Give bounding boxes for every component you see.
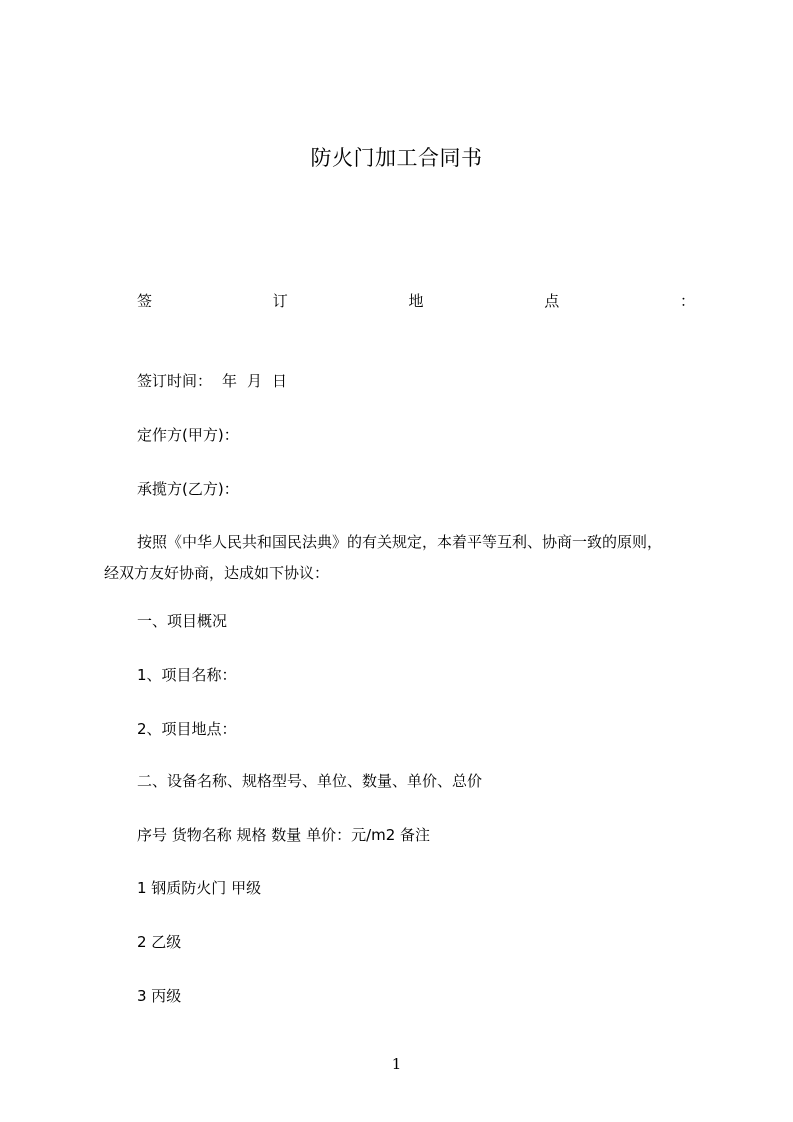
goods-header-row: 序号 货物名称 规格 数量 单价：元/m2 备注 [137, 826, 431, 844]
sign-place-char: 地 [408, 292, 424, 310]
page-number: 1 [391, 1055, 402, 1073]
goods-row: 1 钢质防火门 甲级 [137, 879, 262, 897]
sign-place-char: 订 [272, 292, 288, 310]
intro-line-2: 经双方友好协商，达成如下协议： [104, 564, 330, 582]
party-b-line: 承揽方(乙方)： [137, 480, 239, 498]
sign-time-label: 签订时间： [137, 372, 213, 390]
sign-time-line [137, 370, 287, 391]
project-name-line: 1、项目名称： [137, 666, 237, 684]
party-a-line: 定作方(甲方)： [137, 426, 239, 444]
sign-time-year: 年 [222, 372, 238, 390]
sign-time-day: 日 [272, 372, 288, 390]
sign-place-line [137, 290, 695, 311]
section-1-heading: 一、项目概况 [137, 612, 228, 630]
intro-line-1: 按照《中华人民共和国民法典》的有关规定，本着平等互利、协商一致的原则， [137, 533, 663, 551]
sign-place-char: 签 [137, 292, 153, 310]
intro-paragraph [104, 527, 696, 589]
goods-row: 2 乙级 [137, 933, 182, 951]
document-title: 防火门加工合同书 [310, 146, 483, 170]
project-location-line: 2、项目地点： [137, 720, 237, 738]
section-2-heading: 二、设备名称、规格型号、单位、数量、单价、总价 [137, 772, 483, 790]
sign-place-char: 点 [544, 292, 560, 310]
goods-row: 3 丙级 [137, 987, 182, 1005]
sign-time-month: 月 [247, 372, 263, 390]
sign-place-colon: ： [679, 292, 695, 310]
